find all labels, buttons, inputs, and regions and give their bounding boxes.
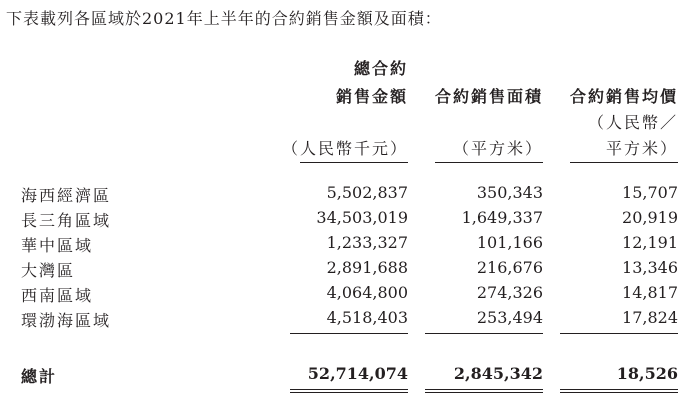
row-area: 350,343	[476, 183, 543, 202]
row-price: 15,707	[622, 183, 678, 202]
intro-text: 下表載列各區域於2021年上半年的合約銷售金額及面積：	[6, 9, 442, 28]
row-amount: 1,233,327	[326, 233, 408, 252]
subtotal-rule-price	[560, 333, 678, 334]
header-area-unit: （平方米）	[452, 139, 543, 158]
row-area: 274,326	[476, 283, 543, 302]
total-double-rule-amount-top	[290, 389, 408, 390]
row-region: 環渤海區域	[21, 311, 112, 330]
total-double-rule-area-bottom	[425, 392, 543, 393]
row-area: 1,649,337	[461, 208, 543, 227]
total-label: 總計	[21, 367, 58, 386]
header-price-underline	[570, 162, 678, 163]
header-price-unit-line1: （人民幣／	[587, 113, 678, 132]
header-price-unit-line2: 平方米）	[605, 139, 678, 158]
row-price: 17,824	[622, 308, 678, 327]
row-region: 海西經濟區	[21, 186, 112, 205]
subtotal-rule-area	[425, 333, 543, 334]
total-amount: 52,714,074	[307, 364, 408, 383]
total-double-rule-price-bottom	[560, 392, 678, 393]
total-area: 2,845,342	[453, 364, 543, 383]
header-area-underline	[435, 162, 543, 163]
row-region: 大灣區	[21, 261, 76, 280]
row-amount: 4,064,800	[326, 283, 408, 302]
row-amount: 4,518,403	[326, 308, 408, 327]
row-area: 253,494	[476, 308, 543, 327]
header-amount-line2: 銷售金額	[335, 87, 408, 106]
total-price: 18,526	[616, 364, 678, 383]
row-price: 14,817	[622, 283, 678, 302]
row-region: 西南區域	[21, 286, 94, 305]
row-region: 華中區域	[21, 236, 94, 255]
header-amount-line1: 總合約	[353, 59, 408, 78]
row-amount: 5,502,837	[326, 183, 408, 202]
row-price: 20,919	[622, 208, 678, 227]
header-amount-unit: （人民幣千元）	[281, 139, 408, 158]
subtotal-rule-amount	[290, 333, 408, 334]
row-area: 101,166	[476, 233, 543, 252]
total-double-rule-area-top	[425, 389, 543, 390]
header-amount-underline	[300, 162, 408, 163]
row-price: 13,346	[622, 258, 678, 277]
row-region: 長三角區域	[21, 211, 112, 230]
row-amount: 34,503,019	[316, 208, 408, 227]
total-double-rule-price-top	[560, 389, 678, 390]
row-area: 216,676	[476, 258, 543, 277]
row-amount: 2,891,688	[326, 258, 408, 277]
header-price-line1: 合約銷售均價	[569, 87, 678, 106]
header-area-line1: 合約銷售面積	[434, 87, 543, 106]
row-price: 12,191	[622, 233, 678, 252]
total-double-rule-amount-bottom	[290, 392, 408, 393]
